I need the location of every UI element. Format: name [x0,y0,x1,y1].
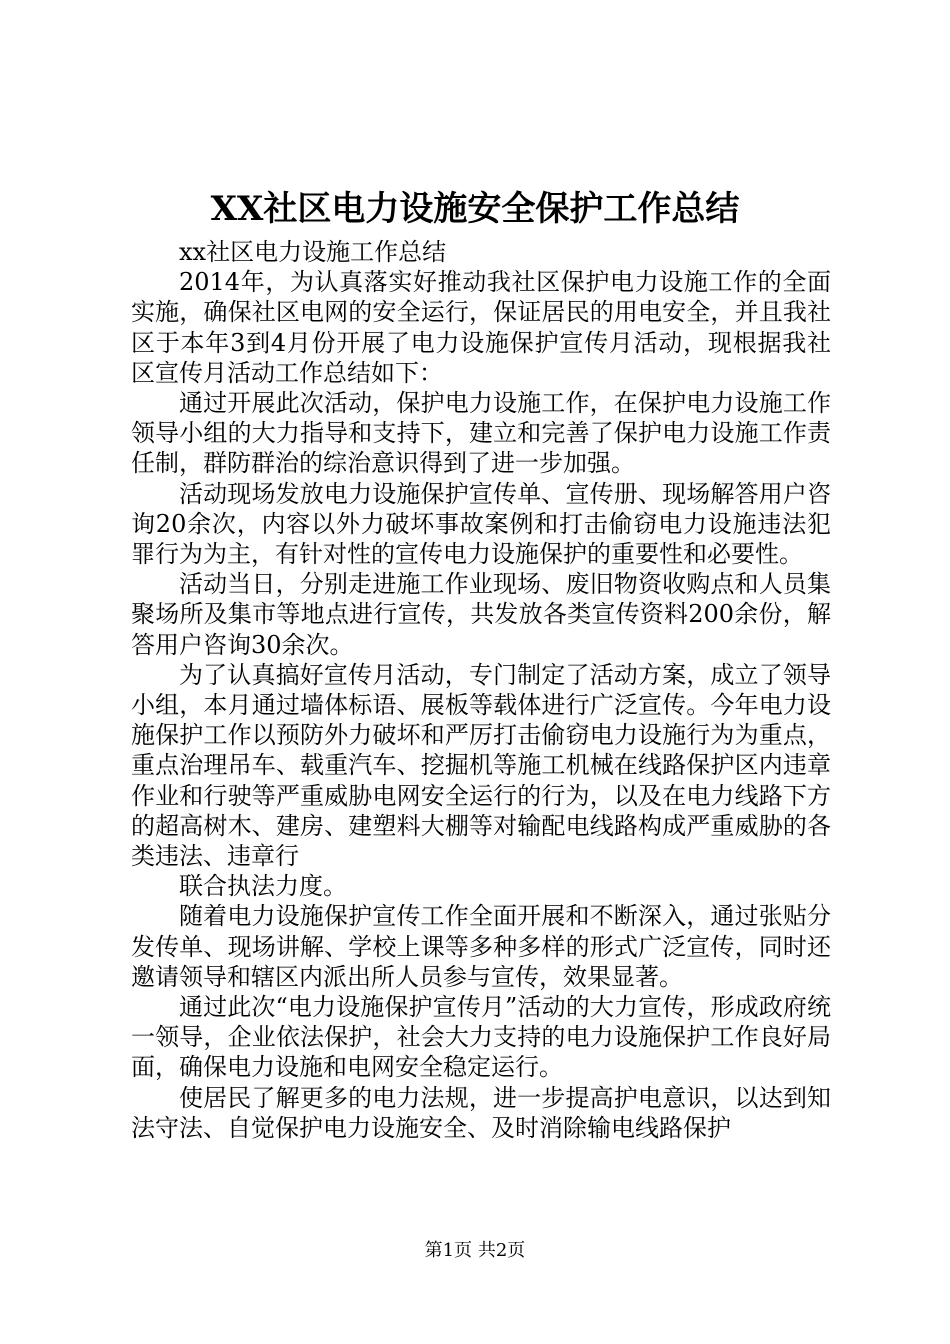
body-paragraph: 活动当日，分别走进施工作业现场、废旧物资收购点和人员集聚场所及集市等地点进行宣传，共发放各类宣传资料200余份，解答用户咨询30余次。 [131,570,831,659]
page-footer: 第1页 共2页 [424,1240,526,1261]
document-title: XX社区电力设施安全保护工作总结 [210,189,740,229]
body-paragraph: 使居民了解更多的电力法规，进一步提高护电意识，以达到知法守法、自觉保护电力设施安全、及时消除输电线路保护 [131,1083,831,1142]
body-paragraph: 为了认真搞好宣传月活动，专门制定了活动方案，成立了领导小组，本月通过墙体标语、展板等载体进行广泛宣传。今年电力设施保护工作以预防外力破坏和严厉打击偷窃电力设施行为为重点，重点治理吊车、载重汽车、挖掘机等施工机械在线路保护区内违章作业和行驶等严重威胁电网安全运行的行为，以及在电力线路下方的超高树木、建房、建塑料大棚等对输配电线路构成严重威胁的各类违法、违章行 [131,660,831,871]
document-body [131,237,831,1143]
body-paragraph: 活动现场发放电力设施保护宣传单、宣传册、现场解答用户咨询20余次，内容以外力破坏事故案例和打击偷窃电力设施违法犯罪行为为主，有针对性的宣传电力设施保护的重要性和必要性。 [131,479,831,569]
body-paragraph: 2014年，为认真落实好推动我社区保护电力设施工作的全面实施，确保社区电网的安全运行，保证居民的用电安全，并且我社区于本年3到4月份开展了电力设施保护宣传月活动，现根据我社区宣传月活动工作总结如下： [131,268,831,387]
body-paragraph: 通过此次“电力设施保护宣传月”活动的大力宣传，形成政府统一领导，企业依法保护，社会大力支持的电力设施保护工作良好局面，确保电力设施和电网安全稳定运行。 [131,993,831,1082]
subtitle-paragraph: xx社区电力设施工作总结 [179,238,447,266]
body-paragraph: 随着电力设施保护宣传工作全面开展和不断深入，通过张贴分发传单、现场讲解、学校上课等多种多样的形式广泛宣传，同时还邀请领导和辖区内派出所人员参与宣传，效果显著。 [131,902,831,991]
body-paragraph: 联合执法力度。 [179,872,347,901]
body-paragraph: 通过开展此次活动，保护电力设施工作，在保护电力设施工作领导小组的大力指导和支持下，建立和完善了保护电力设施工作责任制，群防群治的综治意识得到了进一步加强。 [131,389,831,478]
